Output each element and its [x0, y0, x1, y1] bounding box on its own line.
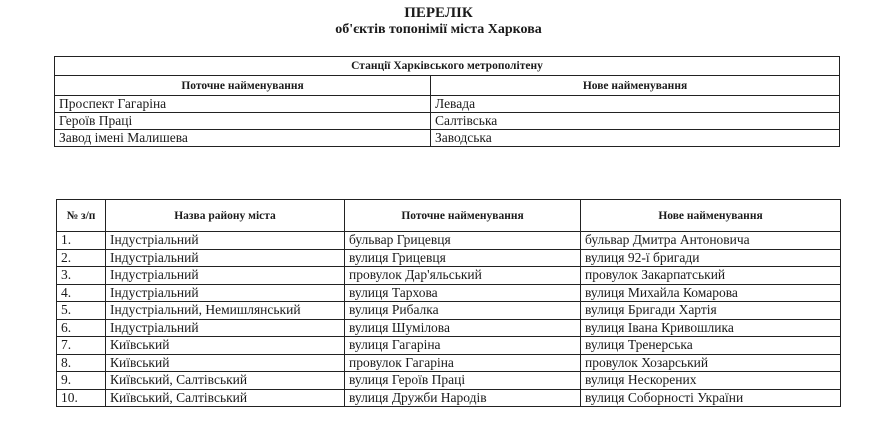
new-name: провулок Закарпатський — [581, 267, 841, 285]
metro-row — [55, 130, 840, 147]
district-name: Індустріальний — [106, 284, 345, 302]
current-name: бульвар Грицевця — [345, 232, 581, 250]
new-name: вулиця Івана Кривошлика — [581, 319, 841, 337]
row-number: 2. — [57, 249, 106, 267]
district-name: Київський, Салтівський — [106, 389, 345, 407]
metro-stations-table — [54, 56, 840, 147]
district-name: Індустріальний — [106, 232, 345, 250]
table-row — [57, 337, 841, 355]
row-number: 1. — [57, 232, 106, 250]
row-number: 3. — [57, 267, 106, 285]
current-name: провулок Гагаріна — [345, 354, 581, 372]
metro-row — [55, 113, 840, 130]
metro-new-name: Салтівська — [431, 113, 840, 130]
renames-header-number: № з/п — [57, 200, 106, 232]
row-number: 9. — [57, 372, 106, 390]
table-row — [57, 372, 841, 390]
district-name: Індустріальний, Немишлянський — [106, 302, 345, 320]
new-name: провулок Хозарський — [581, 354, 841, 372]
document-subtitle: об'єктів топонімії міста Харкова — [335, 22, 542, 37]
metro-current-name: Проспект Гагаріна — [55, 96, 431, 113]
table-row — [57, 319, 841, 337]
table-row — [57, 232, 841, 250]
current-name: вулиця Грицевця — [345, 249, 581, 267]
renames-header-district: Назва району міста — [106, 200, 345, 232]
new-name: вулиця Нескорених — [581, 372, 841, 390]
renames-header-current: Поточне найменування — [345, 200, 581, 232]
current-name: вулиця Тархова — [345, 284, 581, 302]
table-row — [57, 354, 841, 372]
metro-current-name: Завод імені Малишева — [55, 130, 431, 147]
renames-header-new: Нове найменування — [581, 200, 841, 232]
district-name: Київський — [106, 337, 345, 355]
metro-header-new: Нове найменування — [431, 76, 840, 96]
current-name: провулок Дар'яльський — [345, 267, 581, 285]
metro-table-caption: Станції Харківського метрополітену — [55, 57, 840, 76]
row-number: 5. — [57, 302, 106, 320]
row-number: 6. — [57, 319, 106, 337]
district-name: Київський — [106, 354, 345, 372]
table-row — [57, 302, 841, 320]
document-title: ПЕРЕЛІК — [404, 5, 473, 21]
current-name: вулиця Героїв Праці — [345, 372, 581, 390]
district-name: Київський, Салтівський — [106, 372, 345, 390]
table-row — [57, 284, 841, 302]
current-name: вулиця Дружби Народів — [345, 389, 581, 407]
row-number: 4. — [57, 284, 106, 302]
new-name: вулиця Бригади Хартія — [581, 302, 841, 320]
new-name: вулиця Соборності України — [581, 389, 841, 407]
renames-body — [57, 232, 841, 407]
new-name: вулиця 92-ї бригади — [581, 249, 841, 267]
current-name: вулиця Гагаріна — [345, 337, 581, 355]
district-name: Індустріальний — [106, 249, 345, 267]
table-row — [57, 249, 841, 267]
metro-new-name: Заводська — [431, 130, 840, 147]
new-name: бульвар Дмитра Антоновича — [581, 232, 841, 250]
table-row — [57, 267, 841, 285]
metro-header-current: Поточне найменування — [55, 76, 431, 96]
current-name: вулиця Шумілова — [345, 319, 581, 337]
current-name: вулиця Рибалка — [345, 302, 581, 320]
district-name: Індустріальний — [106, 319, 345, 337]
row-number: 10. — [57, 389, 106, 407]
district-name: Індустріальний — [106, 267, 345, 285]
metro-row — [55, 96, 840, 113]
new-name: вулиця Михайла Комарова — [581, 284, 841, 302]
row-number: 7. — [57, 337, 106, 355]
metro-current-name: Героїв Праці — [55, 113, 431, 130]
new-name: вулиця Тренерська — [581, 337, 841, 355]
table-row — [57, 389, 841, 407]
metro-new-name: Левада — [431, 96, 840, 113]
row-number: 8. — [57, 354, 106, 372]
street-renames-table — [56, 199, 841, 407]
